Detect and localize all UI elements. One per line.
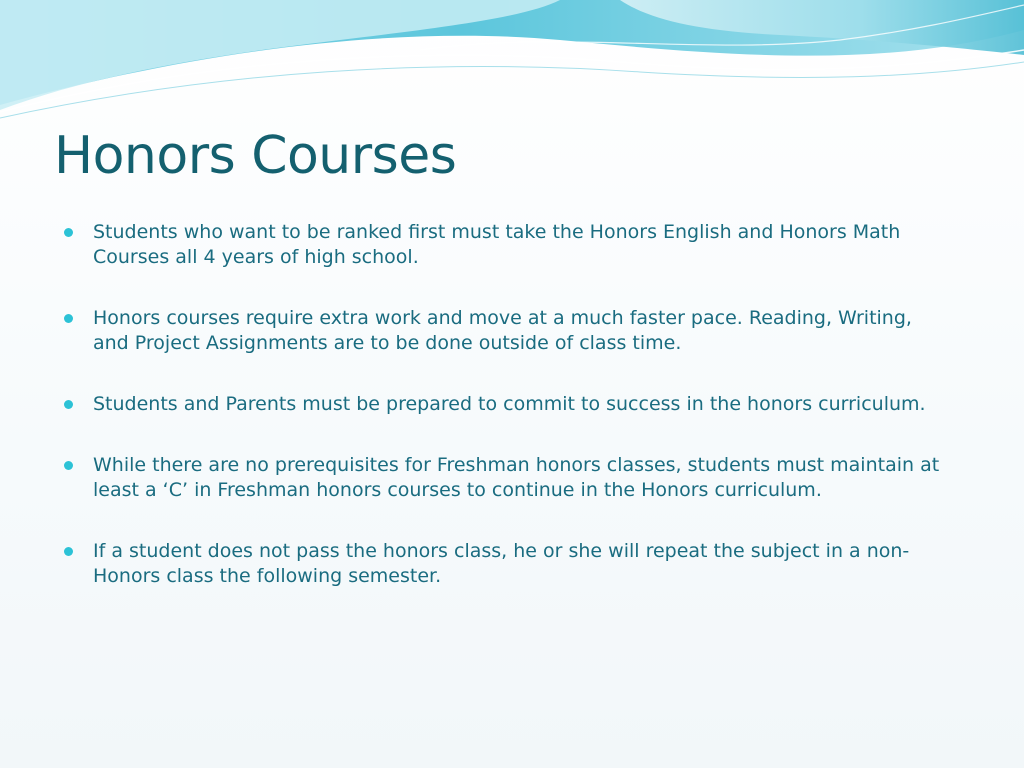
bullet-text: Honors courses require extra work and move at a much faster pace. Reading, Writing, and Project Assignments are to be done outside of class time.: [93, 307, 912, 354]
bullet-dot-icon: [64, 461, 73, 470]
bullet-item: [64, 306, 944, 356]
bullet-dot-icon: [64, 228, 73, 237]
bullet-text: If a student does not pass the honors class, he or she will repeat the subject in a non-Honors class the following semester.: [93, 540, 910, 587]
wave-line-2: [0, 62, 1024, 118]
bullet-dot-icon: [64, 314, 73, 323]
bullet-text: Students who want to be ranked first must take the Honors English and Honors Math Courses all 4 years of high school.: [93, 221, 901, 268]
slide-title: Honors Courses: [54, 126, 457, 186]
wave-header-decoration: [0, 0, 1024, 130]
bullet-dot-icon: [64, 547, 73, 556]
bullet-list: [64, 220, 944, 625]
bullet-item: [64, 453, 944, 503]
bullet-text: While there are no prerequisites for Freshman honors classes, students must maintain at least a ‘C’ in Freshman honors courses to continue in the Honors curriculum.: [93, 454, 940, 501]
bullet-text: Students and Parents must be prepared to commit to success in the honors curriculum.: [93, 393, 926, 415]
bullet-item: [64, 220, 944, 270]
bullet-item: [64, 539, 944, 589]
bullet-item: [64, 392, 944, 417]
bullet-dot-icon: [64, 400, 73, 409]
